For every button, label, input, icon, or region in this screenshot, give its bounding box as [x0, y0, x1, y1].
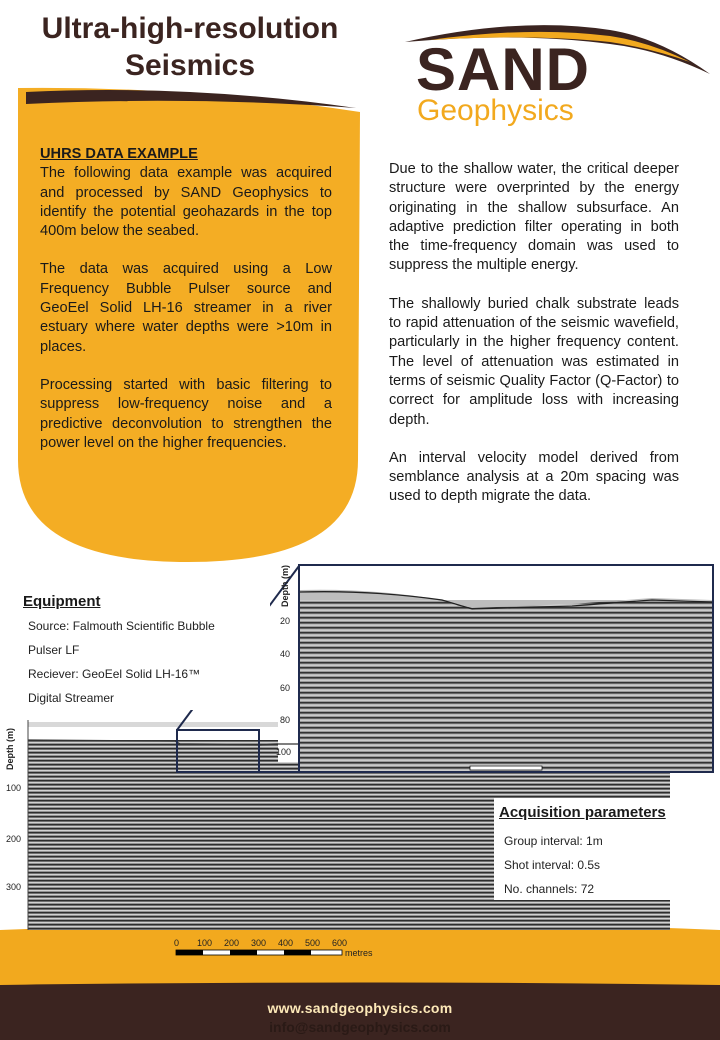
acquisition-line: No. channels: 72: [504, 882, 595, 896]
inset-depth-tick: 20: [280, 616, 291, 626]
footer-email[interactable]: info@sandgeophysics.com: [269, 1019, 451, 1035]
equipment-line: Digital Streamer: [28, 691, 115, 705]
main-depth-tick: 100: [6, 783, 22, 793]
left-paragraph-2: The data was acquired using a Low Frequency Bubble Pulser source and GeoEel Solid LH-16 streamer in a river estuary where water depths were >10m in places.: [40, 261, 332, 355]
inset-depth-tick: 100: [276, 747, 292, 757]
left-paragraph-3: Processing started with basic filtering to suppress low-frequency noise and a predictive deconvolution to strengthen the power level on the higher frequencies.: [40, 376, 332, 451]
title-line-1: Ultra-high-resolution: [41, 12, 339, 45]
scale-tick: 0: [174, 938, 180, 948]
equipment-line: Reciever: GeoEel Solid LH-16™: [28, 667, 201, 681]
main-depth-tick: 300: [6, 882, 22, 892]
scale-unit: metres: [345, 948, 373, 958]
inset-seismic-image: [300, 600, 712, 771]
logo-subtitle: Geophysics: [417, 94, 574, 127]
right-paragraph-1: Due to the shallow water, the critical deeper structure were overprinted by the energy originating in the shallow subsurface. An adaptive prediction filter operating in both the time-frequency domain was used to suppress the multiple energy.: [389, 161, 679, 274]
left-paragraph-1: The following data example was acquired and processed by SAND Geophysics to identify the potential geohazards in the top 400m below the seabed.: [40, 165, 332, 240]
scale-tick: 300: [251, 938, 267, 948]
inset-depth-tick: 40: [280, 649, 291, 659]
scale-tick: 600: [332, 938, 348, 948]
acquisition-line: Group interval: 1m: [504, 834, 603, 848]
equipment-line: Source: Falmouth Scientific Bubble: [28, 619, 215, 633]
main-depth-label: Depth (m): [5, 728, 15, 770]
inset-depth-tick: 80: [280, 715, 291, 725]
data-example-heading: UHRS DATA EXAMPLE: [40, 146, 198, 162]
scale-tick: 200: [224, 938, 240, 948]
acquisition-heading: Acquisition parameters: [499, 804, 666, 821]
scale-tick: 500: [305, 938, 321, 948]
scale-tick: 100: [197, 938, 213, 948]
inset-depth-tick: 60: [280, 683, 291, 693]
equipment-heading: Equipment: [23, 593, 101, 610]
scale-tick: 400: [278, 938, 294, 948]
right-paragraph-2: The shallowly buried chalk substrate leads to rapid attenuation of the seismic wavefield, particularly in the higher frequency content. The level of attenuation was estimated in terms of seismic Quality Factor (Q-Factor) to correct for amplitude loss with increasing depth.: [389, 295, 679, 428]
right-paragraph-3: An interval velocity model derived from semblance analysis at a 20m spacing was used to depth migrate the data.: [389, 449, 679, 505]
footer-website[interactable]: www.sandgeophysics.com: [267, 1000, 453, 1016]
logo-wordmark: SAND: [416, 36, 591, 103]
inset-seismic-figure: [272, 562, 720, 777]
title-line-2: Seismics: [124, 49, 256, 82]
inset-depth-label: Depth (m): [280, 565, 290, 607]
acquisition-line: Shot interval: 0.5s: [504, 858, 601, 872]
main-depth-tick: 200: [6, 834, 22, 844]
scale-bar: [174, 938, 373, 958]
equipment-line: Pulser LF: [28, 643, 80, 657]
